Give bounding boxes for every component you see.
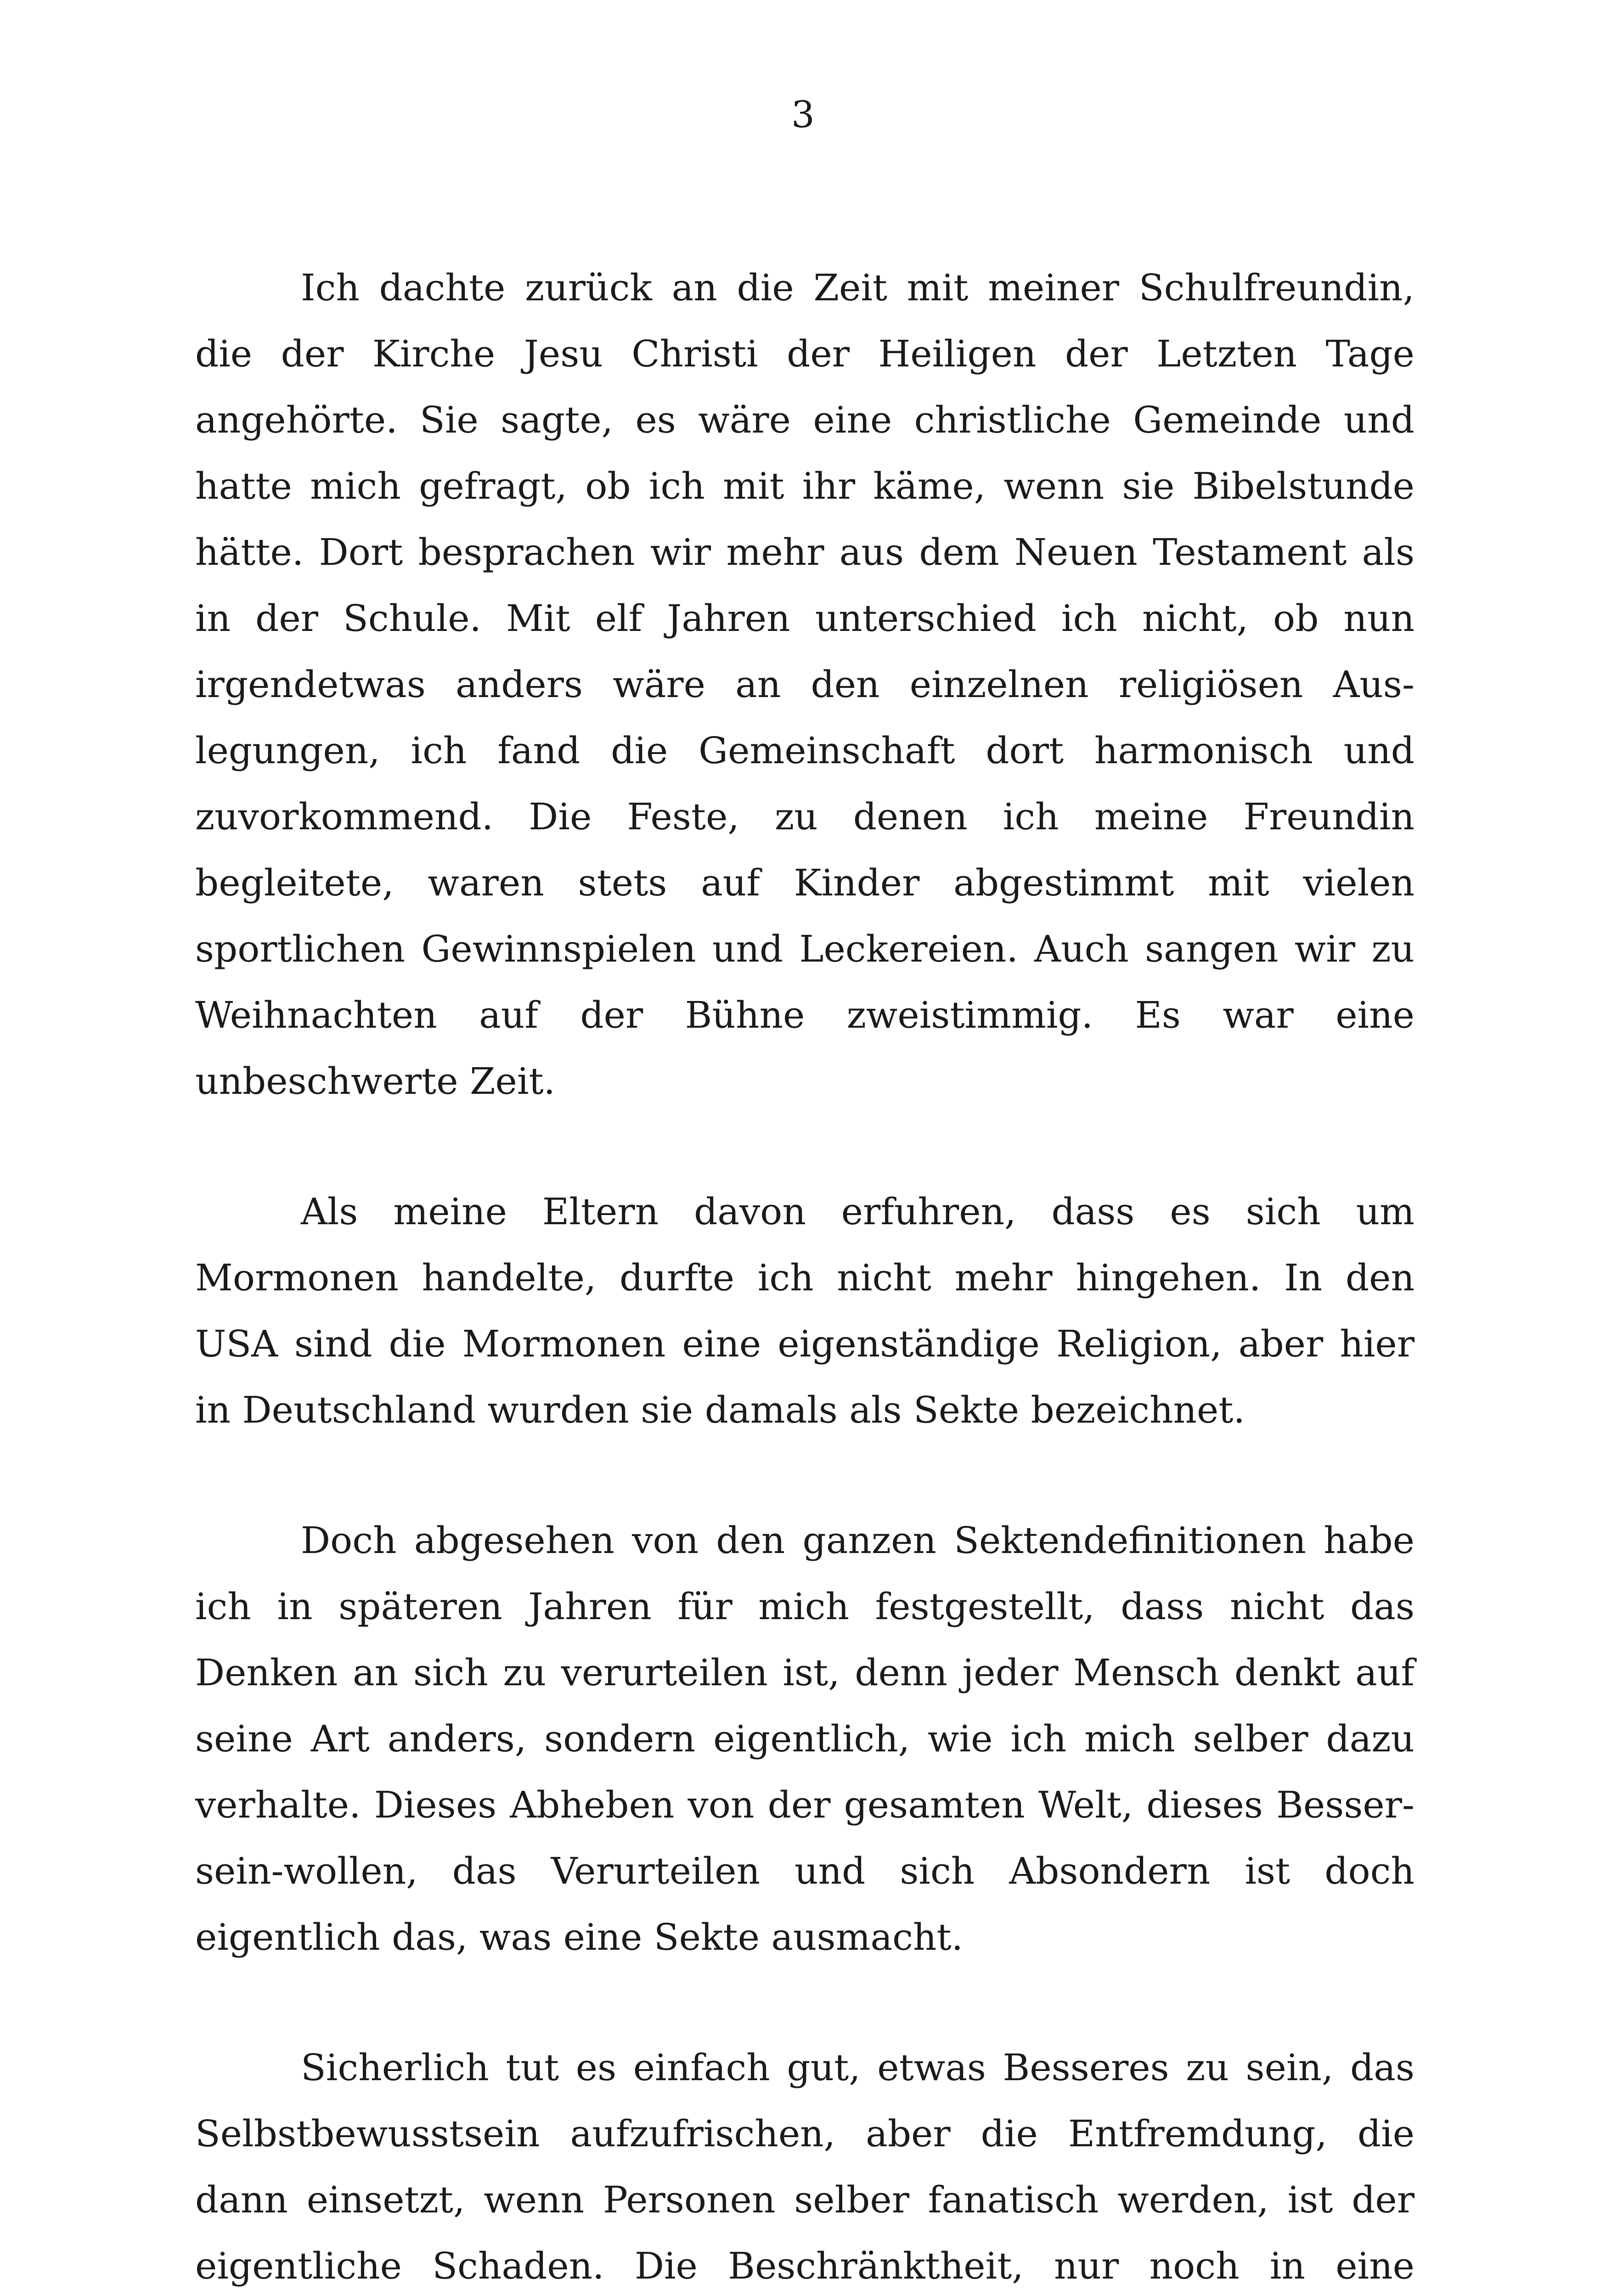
paragraph-selbstbewusstsein: Sicherlich tut es einfach gut, etwas Besseres zu sein, das Selbstbewusstsein aufzufrischen, aber die Entfremdung, die dann einsetzt, wenn Personen selber fanatisch werden, ist der eigentliche Schaden. Die Beschränktheit, nur noch in eine [195, 2046, 1414, 2287]
paragraph-schulfreundin: Ich dachte zurück an die Zeit mit meiner Schulfreundin, die der Kirche Jesu Christi der Heiligen der Letzten Tage angehörte. Sie sagte, es wäre eine christliche Gemeinde und hatte mich gefragt, ob ich mit ihr käme, wenn sie Bibelstunde hätte. Dort besprachen wir mehr aus dem Neuen Testament als in der Schule. Mit elf Jahren unterschied ich nicht, ob nun irgendetwas anders wäre an den einzelnen religiösen Auslegungen, ich fand die Gemeinschaft dort harmonisch und zuvorkommend. Die Feste, zu denen ich meine Freundin begleitete, waren stets auf Kinder abgestimmt mit vielen sportlichen Gewinnspielen und Leckereien. Auch sangen wir zu Weihnachten auf der Bühne zweistimmig. Es war eine unbeschwerte Zeit. [195, 266, 1414, 1103]
body-text [195, 255, 1414, 2296]
paragraph-sektendefinitionen: Doch abgesehen von den ganzen Sektendefinitionen habe ich in späteren Jahren für mich festgestellt, dass nicht das Denken an sich zu verurteilen ist, denn jeder Mensch denkt auf seine Art anders, sondern eigentlich, wie ich mich selber dazu verhalte. Dieses Abheben von der gesamten Welt, dieses Besser-sein-wollen, das Verurteilen und sich Absondern ist doch eigentlich das, was eine Sekte ausmacht. [195, 1519, 1414, 1958]
paragraph-mormonen: Als meine Eltern davon erfuhren, dass es sich um Mormonen handelte, durfte ich nicht mehr hingehen. In den USA sind die Mormonen eine eigenständige Religion, aber hier in Deutschland wurden sie damals als Sekte bezeichnet. [195, 1190, 1414, 1431]
page-number: 3 [791, 93, 815, 136]
